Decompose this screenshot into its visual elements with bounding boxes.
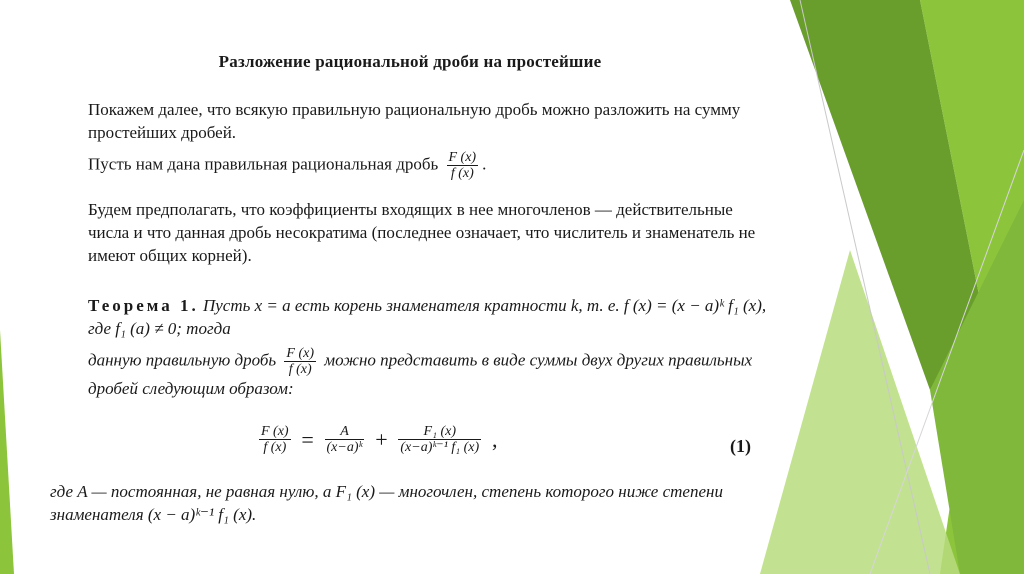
formula-term-1-den: (x−a)ᵏ bbox=[326, 440, 363, 455]
theorem-line-2 bbox=[88, 346, 778, 400]
formula-term-2-den: (x−a)ᵏ⁻¹ f₁ (x) bbox=[400, 440, 480, 455]
paragraph-1: Покажем далее, что всякую правильную рациональную дробь можно разложить на сумму простейших дробей. bbox=[88, 100, 741, 142]
fraction-theorem-den: f (x) bbox=[288, 362, 312, 377]
theorem-text-2-before: данную правильную дробь bbox=[88, 350, 277, 370]
formula-term-1 bbox=[325, 424, 365, 455]
equation-number: (1) bbox=[730, 436, 751, 456]
formula-plus: + bbox=[375, 426, 388, 452]
left-green-sliver bbox=[0, 330, 14, 574]
formula-lhs-num: F (x) bbox=[261, 424, 289, 439]
scanned-page bbox=[30, 40, 790, 540]
formula-lhs bbox=[259, 424, 291, 455]
fraction-theorem-num: F (x) bbox=[286, 346, 314, 361]
paragraph-3: Будем предполагать, что коэффициенты входящих в нее многочленов — действительные числа и что данная дробь несократима (последнее означает, что числитель и знаменатель не имеют общих корней). bbox=[88, 200, 756, 265]
fraction-main-num: F (x) bbox=[448, 150, 477, 165]
formula-comma: , bbox=[491, 426, 498, 452]
page-title: Разложение рациональной дроби на простейшие bbox=[218, 52, 602, 71]
fraction-main-den: f (x) bbox=[450, 166, 474, 181]
paragraph-2-text: Пусть нам дана правильная рациональная дробь bbox=[88, 154, 439, 174]
fraction-theorem bbox=[284, 346, 316, 377]
paragraph-2 bbox=[88, 150, 778, 181]
formula-lhs-den: f (x) bbox=[263, 440, 287, 455]
theorem-text-2-after: можно представить в виде суммы двух других правильных дробей следующим образом: bbox=[88, 350, 753, 398]
theorem-text-1: Пусть x = a есть корень знаменателя кратности k, т. е. f (x) = (x − a)ᵏ f₁ (x), где f₁ (a) ≠ 0; тогда bbox=[88, 296, 767, 338]
footer-text bbox=[50, 480, 780, 526]
theorem bbox=[88, 294, 778, 340]
formula-equals: = bbox=[301, 426, 314, 452]
formula-term-2 bbox=[398, 424, 481, 455]
theorem-label: Теорема 1. bbox=[88, 296, 199, 315]
fraction-main-tail: . bbox=[482, 154, 487, 174]
formula-term-1-num: A bbox=[325, 424, 365, 440]
footer-text-content: где A — постоянная, не равная нулю, а F₁ (x) — многочлен, степень которого ниже степени знаменателя (x − a)ᵏ⁻¹ f₁ (x). bbox=[50, 482, 723, 524]
formula-1 bbox=[255, 424, 795, 470]
fraction-main bbox=[447, 150, 479, 181]
formula-term-2-num: F₁ (x) bbox=[398, 424, 481, 440]
